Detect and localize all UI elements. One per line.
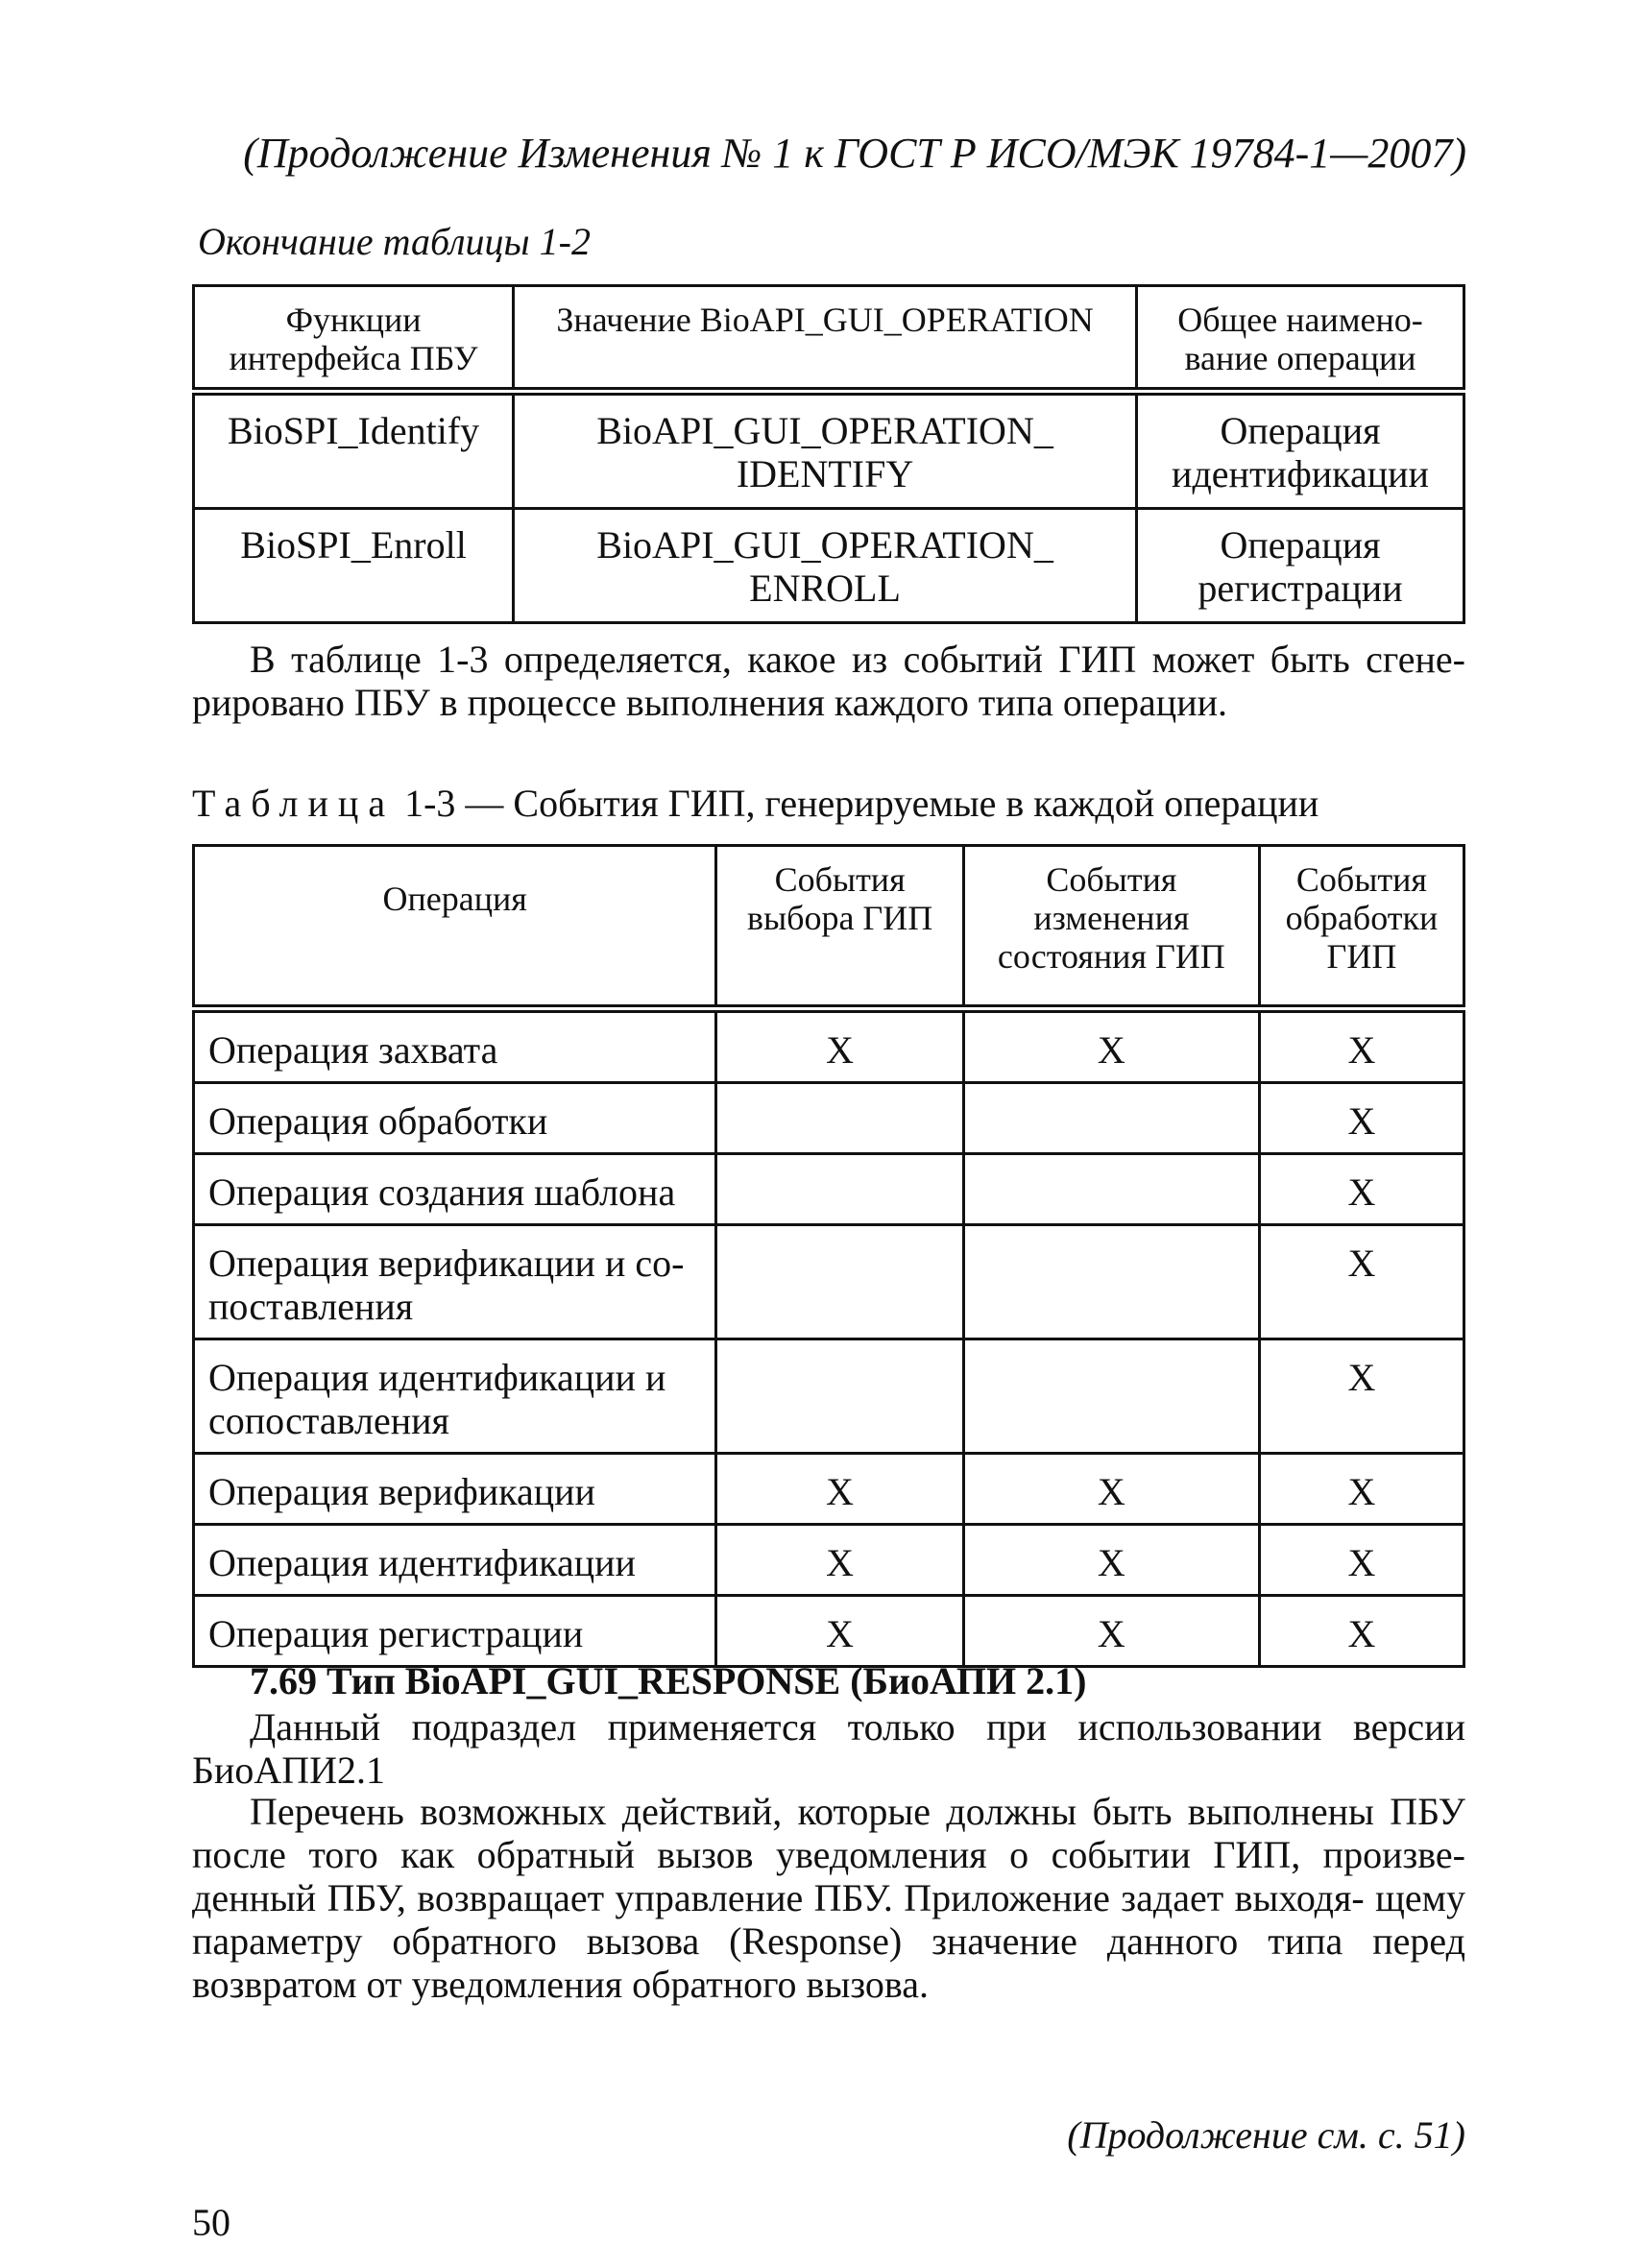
mark-cell [716,1083,964,1154]
operation-cell: Операция верификации и со- поставления [194,1225,716,1339]
mark-cell: X [1259,1083,1464,1154]
table-row [194,1009,1464,1083]
table-cell: BioAPI_GUI_OPERATION_ ENROLL [514,509,1137,623]
mark-cell: X [963,1009,1259,1083]
column-header: События выбора ГИП [716,846,964,1009]
table-1-2-caption: Окончание таблицы 1-2 [198,220,591,263]
operation-cell: Операция верификации [194,1454,716,1525]
section-paragraph-1: Данный подраздел применяется только при использовании версии БиоАПИ2.1 [192,1705,1465,1792]
mark-cell: X [716,1596,964,1667]
mark-cell: X [716,1525,964,1596]
mark-cell [716,1225,964,1339]
running-title: (Продолжение Изменения № 1 к ГОСТ Р ИСО/МЭК 19784-1—2007) [243,130,1466,177]
page-number: 50 [192,2201,230,2244]
mark-cell: X [963,1454,1259,1525]
section-heading: 7.69 Тип BioAPI_GUI_RESPONSE (БиоАПИ 2.1) [250,1659,1087,1702]
continued-note: (Продолжение см. с. 51) [1067,2113,1465,2157]
mark-cell [963,1339,1259,1454]
column-header: Операция [194,846,716,1009]
table-row [194,1454,1464,1525]
mark-cell: X [1259,1525,1464,1596]
table-label: Таблица [192,782,396,825]
mark-cell: X [1259,1009,1464,1083]
table-cell: BioSPI_Identify [194,392,514,509]
operation-cell: Операция регистрации [194,1596,716,1667]
mark-cell [963,1154,1259,1225]
column-header: Функции интерфейса ПБУ [194,286,514,392]
column-header: События обработки ГИП [1259,846,1464,1009]
mark-cell [716,1339,964,1454]
table-row [194,392,1464,509]
mark-cell [963,1225,1259,1339]
mark-cell: X [1259,1154,1464,1225]
table-row [194,1154,1464,1225]
operation-cell: Операция идентификации [194,1525,716,1596]
mark-cell: X [963,1525,1259,1596]
table-row [194,1596,1464,1667]
mark-cell [716,1154,964,1225]
table-1-3 [192,844,1465,1668]
intro-paragraph: В таблице 1-3 определяется, какое из событий ГИП может быть сгене- рировано ПБУ в процессе выполнения каждого типа операции. [192,638,1465,724]
table-header-row [194,286,1464,392]
table-row [194,1339,1464,1454]
column-header: События изменения состояния ГИП [963,846,1259,1009]
mark-cell: X [1259,1339,1464,1454]
mark-cell: X [1259,1225,1464,1339]
operation-cell: Операция идентификации и сопоставления [194,1339,716,1454]
operation-cell: Операция обработки [194,1083,716,1154]
mark-cell: X [1259,1454,1464,1525]
operation-cell: Операция создания шаблона [194,1154,716,1225]
mark-cell: X [716,1009,964,1083]
table-row [194,1083,1464,1154]
column-header: Общее наимено- вание операции [1137,286,1464,392]
mark-cell: X [716,1454,964,1525]
table-cell: Операция регистрации [1137,509,1464,623]
table-cell: Операция идентификации [1137,392,1464,509]
table-row [194,509,1464,623]
mark-cell: X [1259,1596,1464,1667]
table-header-row [194,846,1464,1009]
column-header: Значение BioAPI_GUI_OPERATION [514,286,1137,392]
table-cell: BioAPI_GUI_OPERATION_ IDENTIFY [514,392,1137,509]
operation-cell: Операция захвата [194,1009,716,1083]
table-cell: BioSPI_Enroll [194,509,514,623]
table-1-3-title [192,780,1318,828]
mark-cell [963,1083,1259,1154]
section-paragraph-2: Перечень возможных действий, которые должны быть выполнены ПБУ после того как обратный вызов уведомления о событии ГИП, произве- денный ПБУ, возвращает управление ПБУ. Приложение задает выходя- щему параметру обратного вызова (Response) значение данного типа перед возвратом от уведомления обратного вызова. [192,1790,1465,2006]
table-1-2 [192,284,1465,624]
table-title-text: 1-3 — События ГИП, генерируемые в каждой операции [395,782,1319,825]
table-row [194,1525,1464,1596]
mark-cell: X [963,1596,1259,1667]
table-row [194,1225,1464,1339]
